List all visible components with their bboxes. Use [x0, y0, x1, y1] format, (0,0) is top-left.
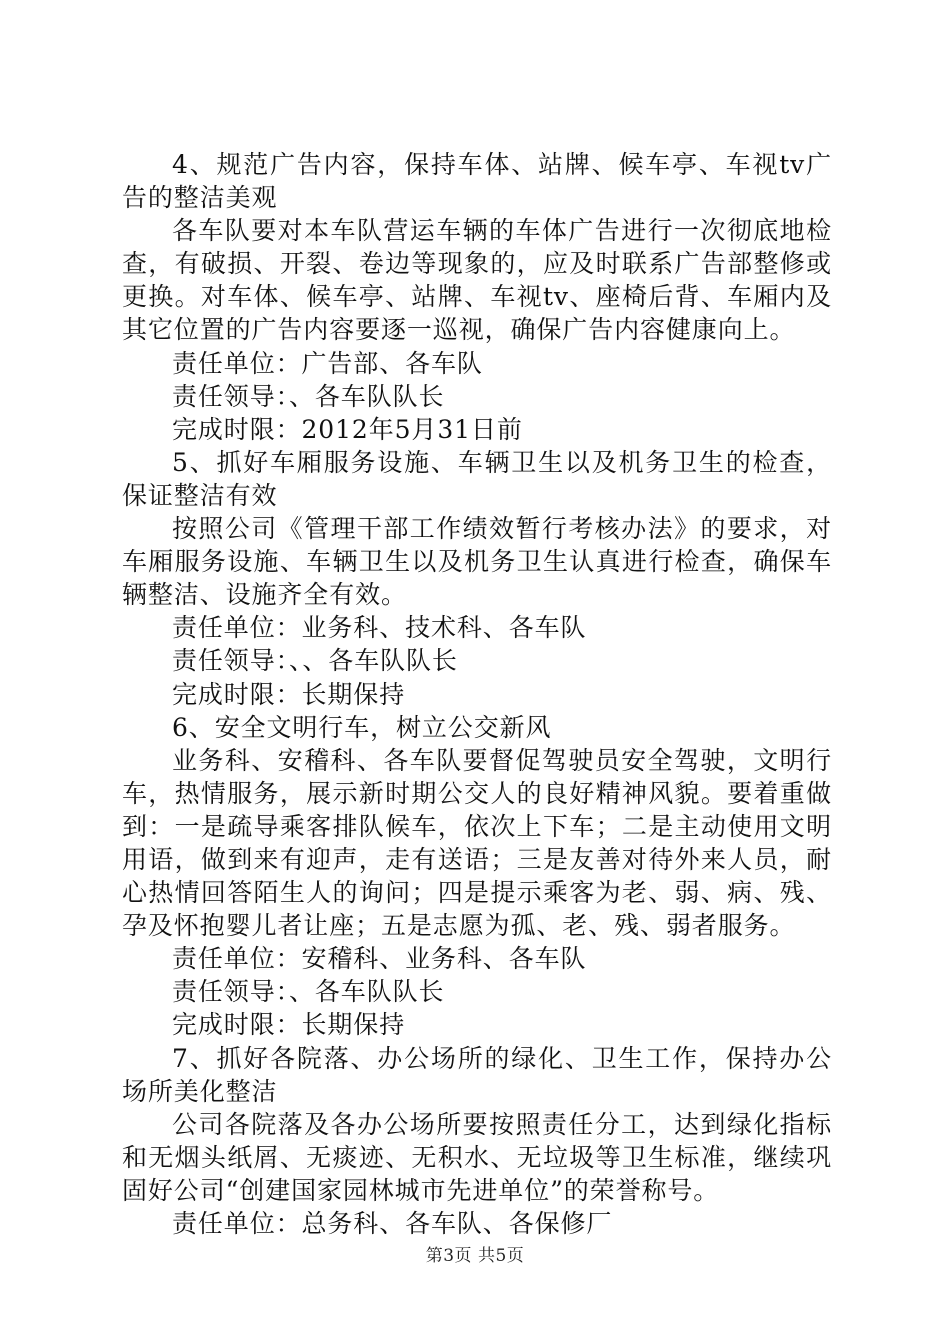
- section-4-responsible-leader: 责任领导：、各车队队长: [172, 381, 445, 411]
- section-5-deadline: 完成时限：长期保持: [172, 679, 406, 709]
- section-6-responsible-leader: 责任领导：、各车队队长: [172, 977, 445, 1007]
- section-4-heading: 4、规范广告内容，保持车体、站牌、候车亭、车视tv广告的整洁美观: [122, 150, 832, 213]
- page-number-footer: 第3页 共5页: [425, 1246, 525, 1266]
- section-6-body: 业务科、安稽科、各车队要督促驾驶员安全驾驶，文明行车，热情服务，展示新时期公交人的良好精神风貌。要着重做到：一是疏导乘客排队候车，依次上下车；二是主动使用文明用语，做到来有迎声，走有送语；三是友善对待外来人员，耐心热情回答陌生人的询问；四是提示乘客为老、弱、病、残、孕及怀抱婴儿者让座；五是志愿为孤、老、残、弱者服务。: [122, 745, 832, 941]
- section-6-heading: 6、安全文明行车，树立公交新风: [172, 712, 552, 742]
- section-7-responsible-unit: 责任单位：总务科、各车队、各保修厂: [172, 1209, 613, 1238]
- section-4-body: 各车队要对本车队营运车辆的车体广告进行一次彻底地检查，有破损、开裂、卷边等现象的，应及时联系广告部整修或更换。对车体、候车亭、站牌、车视tv、座椅后背、车厢内及其它位置的广告内容要逐一巡视，确保广告内容健康向上。: [122, 216, 832, 345]
- section-4-responsible-unit: 责任单位：广告部、各车队: [172, 348, 483, 378]
- section-7-body: 公司各院落及各办公场所要按照责任分工，达到绿化指标和无烟头纸屑、无痰迹、无积水、无垃圾等卫生标准，继续巩固好公司“创建国家园林城市先进单位”的荣誉称号。: [122, 1109, 832, 1205]
- section-5-body: 按照公司《管理干部工作绩效暂行考核办法》的要求，对车厢服务设施、车辆卫生以及机务卫生认真进行检查，确保车辆整洁、设施齐全有效。: [122, 514, 832, 610]
- section-7-heading: 7、抓好各院落、办公场所的绿化、卫生工作，保持办公场所美化整洁: [122, 1043, 832, 1106]
- section-4-deadline: 完成时限：2012年5月31日前: [172, 414, 523, 444]
- section-5-responsible-unit: 责任单位：业务科、技术科、各车队: [172, 613, 587, 643]
- section-5-heading: 5、抓好车厢服务设施、车辆卫生以及机务卫生的检查，保证整洁有效: [122, 447, 832, 510]
- document-body: [122, 148, 832, 1240]
- section-6-deadline: 完成时限：长期保持: [172, 1010, 406, 1040]
- section-5-responsible-leader: 责任领导：、、各车队队长: [172, 646, 458, 676]
- section-6-responsible-unit: 责任单位：安稽科、业务科、各车队: [172, 944, 587, 974]
